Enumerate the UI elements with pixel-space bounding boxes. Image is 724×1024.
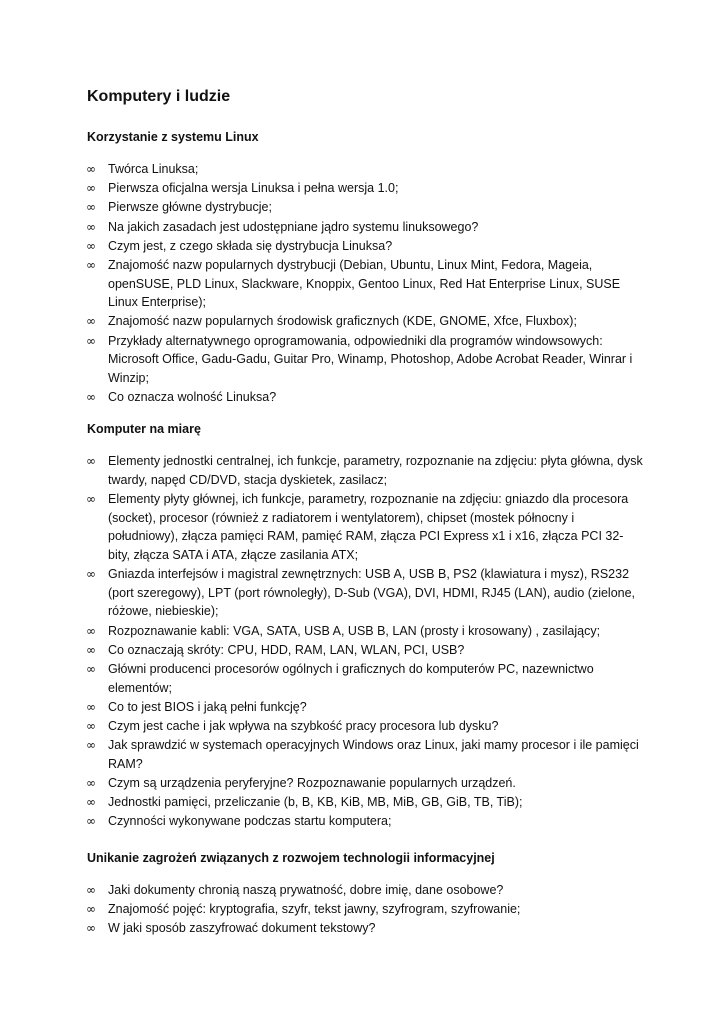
list-item: ∞ Co oznaczają skróty: CPU, HDD, RAM, LAN, WLAN, PCI, USB? <box>87 641 643 660</box>
list-item: ∞ Przykłady alternatywnego oprogramowania, odpowiedniki dla programów windowsowych: Microsoft Office, Gadu-Gadu, Guitar Pro, Winamp, Photoshop, Adobe Acrobat Reader, Winrar i Winzip; <box>86 333 633 385</box>
list-item: ∞ Główni producenci procesorów ogólnych i graficznych do komputerów PC, nazewnictwo elementów; <box>86 661 594 695</box>
infinity-bullet-icon: ∞ <box>86 314 96 329</box>
linux-topic-list <box>87 160 643 406</box>
section-heading-threats: Unikanie zagrożeń związanych z rozwojem technologii informacyjnej <box>87 850 495 865</box>
section-heading-linux: Korzystanie z systemu Linux <box>87 130 259 144</box>
infinity-bullet-icon: ∞ <box>86 902 96 917</box>
list-item: ∞ Co oznacza wolność Linuksa? <box>87 388 643 407</box>
list-item: ∞ Twórca Linuksa; <box>87 160 643 179</box>
infinity-bullet-icon: ∞ <box>86 775 96 790</box>
infinity-bullet-icon: ∞ <box>86 814 96 829</box>
infinity-bullet-icon: ∞ <box>86 795 96 810</box>
list-item: ∞ Znajomość pojęć: kryptografia, szyfr, tekst jawny, szyfrogram, szyfrowanie; <box>87 900 643 919</box>
infinity-bullet-icon: ∞ <box>86 257 96 272</box>
infinity-bullet-icon: ∞ <box>86 699 96 714</box>
list-item: ∞ Znajomość nazw popularnych dystrybucji (Debian, Ubuntu, Linux Mint, Fedora, Mageia, openSUSE, PLD Linux, Slackware, Knoppix, Gentoo Linux, Red Hat Enterprise Linux, SUSE Linux Enterprise); <box>86 257 621 310</box>
infinity-bullet-icon: ∞ <box>86 921 96 936</box>
list-item: ∞ Gniazda interfejsów i magistral zewnętrznych: USB A, USB B, PS2 (klawiatura i mysz), RS232 (port szeregowy), LPT (port równoległy), D-Sub (VGA), DVI, HDMI, RJ45 (LAN), audio (zielone, różowe, niebieskie); <box>86 567 636 619</box>
list-item: ∞ Rozpoznawanie kabli: VGA, SATA, USB A, USB B, LAN (prosty i krosowany) , zasilający; <box>87 622 643 641</box>
list-item: ∞ Jednostki pamięci, przeliczanie (b, B, KB, KiB, MB, MiB, GB, GiB, TB, TiB); <box>87 793 643 812</box>
list-item: ∞ W jaki sposób zaszyfrować dokument tekstowy? <box>87 919 643 938</box>
document-page <box>87 86 643 952</box>
list-item: ∞ Znajomość nazw popularnych środowisk graficznych (KDE, GNOME, Xfce, Fluxbox); <box>87 312 643 331</box>
infinity-bullet-icon: ∞ <box>86 623 96 638</box>
section-heading-computer: Komputer na miarę <box>87 422 201 437</box>
list-item: ∞ Elementy jednostki centralnej, ich funkcje, parametry, rozpoznanie na zdjęciu: płyta główna, dysk twardy, napęd CD/DVD, stacja dyskietek, zasilacz; <box>86 454 643 488</box>
list-item: ∞ Co to jest BIOS i jaką pełni funkcję? <box>87 698 643 717</box>
infinity-bullet-icon: ∞ <box>86 492 96 507</box>
infinity-bullet-icon: ∞ <box>86 200 96 215</box>
infinity-bullet-icon: ∞ <box>86 567 96 582</box>
list-item: ∞ Pierwsza oficjalna wersja Linuksa i pełna wersja 1.0; <box>87 179 643 198</box>
infinity-bullet-icon: ∞ <box>86 661 96 676</box>
infinity-bullet-icon: ∞ <box>86 219 96 234</box>
infinity-bullet-icon: ∞ <box>86 162 96 176</box>
list-item: ∞ Czym jest cache i jak wpływa na szybkość pracy procesora lub dysku? <box>87 717 643 736</box>
list-item: ∞ Elementy płyty głównej, ich funkcje, parametry, rozpoznanie na zdjęciu: gniazdo dla procesora (socket), procesor (również z radiatorem i wentylatorem), chipset (mostek północny i południowy), złącza pamięci RAM, pamięć RAM, złącza PCI Express x1 i x16, złącza PCI 32-bity, złącza SATA i ATA, złącze zasilania ATX; <box>86 492 629 563</box>
list-item: ∞ Czym są urządzenia peryferyjne? Rozpoznawanie popularnych urządzeń. <box>87 774 643 793</box>
document-title: Komputery i ludzie <box>87 88 231 105</box>
infinity-bullet-icon: ∞ <box>86 238 96 253</box>
computer-topic-list <box>87 452 643 830</box>
infinity-bullet-icon: ∞ <box>86 642 96 657</box>
infinity-bullet-icon: ∞ <box>86 389 96 404</box>
list-item: ∞ Jak sprawdzić w systemach operacyjnych Windows oraz Linux, jaki mamy procesor i ile pamięci RAM? <box>86 738 639 771</box>
infinity-bullet-icon: ∞ <box>86 181 96 196</box>
list-item: ∞ Jaki dokumenty chronią naszą prywatność, dobre imię, dane osobowe? <box>87 881 643 900</box>
infinity-bullet-icon: ∞ <box>86 454 96 469</box>
list-item: ∞ Czynności wykonywane podczas startu komputera; <box>87 812 643 831</box>
list-item: ∞ Czym jest, z czego składa się dystrybucja Linuksa? <box>87 237 643 256</box>
infinity-bullet-icon: ∞ <box>86 718 96 733</box>
list-item: ∞ Pierwsze główne dystrybucje; <box>87 198 643 217</box>
threats-topic-list <box>87 881 643 938</box>
infinity-bullet-icon: ∞ <box>86 333 96 348</box>
infinity-bullet-icon: ∞ <box>86 738 96 753</box>
infinity-bullet-icon: ∞ <box>86 882 96 897</box>
list-item: ∞ Na jakich zasadach jest udostępniane jądro systemu linuksowego? <box>87 218 643 237</box>
